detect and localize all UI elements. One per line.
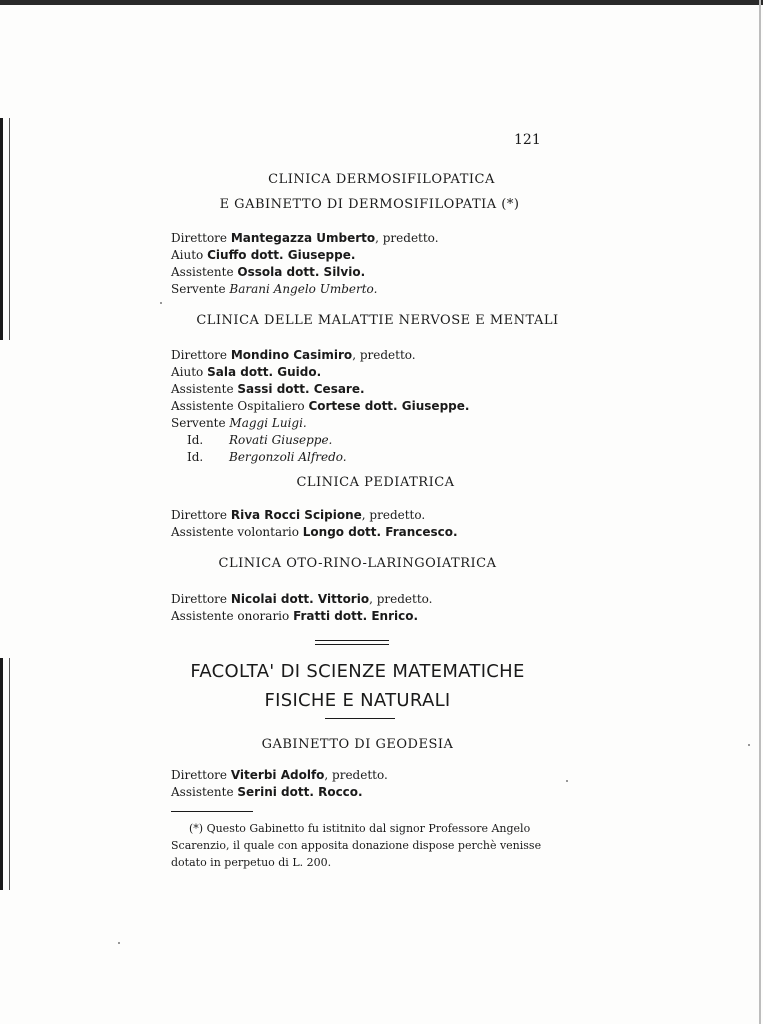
scan-speck [566,780,568,782]
staff-name: Mantegazza Umberto [230,231,376,245]
section-title: CLINICA OTO-RINO-LARINGOIATRICA [218,556,497,571]
staff-name: Sassi dott. Cesare. [237,382,365,396]
staff-row: Assistente Serini dott. Rocco. [171,785,363,799]
staff-name: Fratti dott. Enrico. [293,609,419,623]
staff-row: Aiuto Sala dott. Guido. [171,365,322,379]
staff-row: Direttore Mantegazza Umberto, predetto. [171,231,439,245]
staff-row: Aiuto Ciuffo dott. Giuseppe. [171,248,356,262]
staff-row: Servente Barani Angelo Umberto. [171,282,378,296]
footnote: (*) Questo Gabinetto fu istitnito dal signor Professore Angelo Scarenzio, il quale con apposita donazione dispose perchè venisse dotato in perpetuo di L. 200. [171,822,542,869]
section-subtitle: E GABINETTO DI DERMOSIFILOPATIA (*) [219,197,520,212]
faculty-subtitle: FISICHE E NATURALI [264,690,451,711]
staff-row: Direttore Mondino Casimiro, predetto. [171,348,416,362]
scan-speck [748,744,750,746]
staff-name: Cortese dott. Giuseppe. [308,399,470,413]
staff-list [171,591,433,625]
staff-name: Viterbi Adolfo [230,768,325,782]
faculty-title: FACOLTA' DI SCIENZE MATEMATICHE [190,661,525,682]
staff-name: Barani Angelo Umberto. [229,282,378,296]
double-rule-bottom [315,644,389,645]
staff-row: Servente Maggi Luigi. [171,416,307,430]
section-title: CLINICA DERMOSIFILOPATICA [268,172,495,187]
staff-name: Mondino Casimiro [230,348,353,362]
staff-name: Maggi Luigi. [229,416,307,430]
binding-mark [0,118,10,340]
staff-row: Direttore Nicolai dott. Vittorio, predetto. [171,592,433,606]
staff-row: Assistente volontario Longo dott. Francesco. [171,525,458,539]
staff-row: Id. Rovati Giuseppe. [187,433,333,447]
section-title: CLINICA DELLE MALATTIE NERVOSE E MENTALI [196,313,559,328]
staff-name: Ossola dott. Silvio. [237,265,366,279]
heading-rule [325,718,395,719]
staff-row: Direttore Riva Rocci Scipione, predetto. [171,508,426,522]
section-title: CLINICA PEDIATRICA [296,475,455,490]
footnote-rule [171,811,253,812]
staff-name: Rovati Giuseppe. [229,433,333,447]
scan-speck [118,942,120,944]
staff-list [171,507,458,541]
staff-name: Longo dott. Francesco. [302,525,458,539]
page-right-edge [759,0,761,1024]
staff-row: Assistente Ospitaliero Cortese dott. Giuseppe. [171,399,470,413]
page-number: 121 [514,132,541,148]
staff-row: Assistente Sassi dott. Cesare. [171,382,365,396]
staff-name: Nicolai dott. Vittorio [230,592,370,606]
staff-name: Bergonzoli Alfredo. [229,450,347,464]
staff-name: Sala dott. Guido. [207,365,322,379]
staff-row: Direttore Viterbi Adolfo, predetto. [171,768,388,782]
staff-list [171,347,469,466]
scan-speck [160,302,162,304]
staff-list [171,230,439,298]
staff-list [171,767,388,801]
page-top-edge [0,0,763,5]
section-title: GABINETTO DI GEODESIA [261,737,454,752]
staff-row: Assistente Ossola dott. Silvio. [171,265,366,279]
staff-name: Serini dott. Rocco. [237,785,363,799]
staff-row: Assistente onorario Fratti dott. Enrico. [171,609,419,623]
double-rule-top [315,640,389,641]
staff-row: Id. Bergonzoli Alfredo. [187,450,347,464]
staff-name: Ciuffo dott. Giuseppe. [207,248,356,262]
staff-name: Riva Rocci Scipione [230,508,362,522]
